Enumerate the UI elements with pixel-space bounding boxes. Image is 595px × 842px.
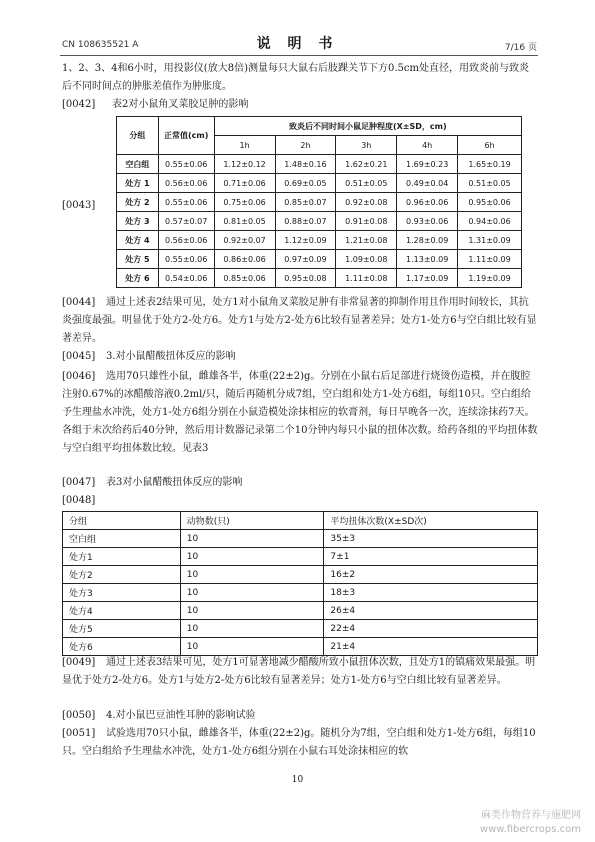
table2-header-group: 分组 [117, 117, 159, 155]
table-cell: 7±1 [324, 548, 538, 566]
table-row [117, 193, 522, 212]
table-cell: 1.11±0.08 [336, 269, 397, 288]
table-row [63, 548, 538, 566]
paragraph-tag: [0044] [62, 297, 96, 308]
table2-time-2h: 2h [275, 136, 336, 155]
paragraph-tag: [0042] [62, 99, 96, 110]
table-row [117, 231, 522, 250]
section-heading: 3.对小鼠醋酸扭体反应的影响 [106, 351, 236, 362]
table-cell: 0.97±0.09 [275, 250, 336, 269]
table-cell: 1.09±0.08 [336, 250, 397, 269]
table-cell: 0.92±0.07 [214, 231, 275, 250]
table-cell: 空白组 [63, 530, 181, 548]
header-rule [60, 55, 538, 56]
table-cell: 0.49±0.04 [397, 174, 458, 193]
watermark-line-1: 麻类作物营养与施肥网 [481, 810, 581, 821]
table-cell: 0.54±0.06 [158, 269, 214, 288]
table-cell: 0.95±0.08 [275, 269, 336, 288]
table-cell: 22±4 [324, 620, 538, 638]
table-cell: 0.51±0.05 [336, 174, 397, 193]
paragraph-0045 [62, 348, 538, 366]
table-cell: 0.88±0.07 [275, 212, 336, 231]
paragraph-tag: [0050] [62, 710, 96, 721]
table-cell: 1.12±0.09 [275, 231, 336, 250]
table-cell: 10 [180, 566, 324, 584]
table2-foot-swelling [116, 116, 522, 288]
table-cell: 0.85±0.06 [214, 269, 275, 288]
table-row [117, 250, 522, 269]
table3-writhing [62, 511, 538, 656]
table2-header-row [117, 117, 522, 136]
table-cell: 1.12±0.12 [214, 155, 275, 174]
table-cell: 0.91±0.08 [336, 212, 397, 231]
table-cell: 0.69±0.05 [275, 174, 336, 193]
table-cell: 0.71±0.06 [214, 174, 275, 193]
table-row [63, 638, 538, 656]
page-number: 10 [291, 775, 304, 785]
paragraph-text: 通过上述表2结果可见，处方1对小鼠角叉菜胶足肿有非常显著的抑制作用且作用时间较长，其抗炎强度最强。明显优于处方2-处方6。处方1与处方2-处方6比较有显著差异；处方1-处方6与空白组比较有显著差异。 [62, 297, 537, 344]
row-label: 空白组 [117, 155, 159, 174]
table-cell: 0.55±0.06 [158, 250, 214, 269]
table-row [63, 620, 538, 638]
table2-caption: 表2对小鼠角叉菜胶足肿的影响 [112, 99, 249, 110]
table-cell: 1.28±0.09 [397, 231, 458, 250]
table-cell: 0.96±0.06 [397, 193, 458, 212]
table3-header-count: 动物数(只) [180, 512, 324, 530]
table-cell: 10 [180, 620, 324, 638]
table-cell: 处方6 [63, 638, 181, 656]
table-cell: 0.81±0.05 [214, 212, 275, 231]
table2-header-normal: 正常值(cm) [158, 117, 214, 155]
table-row [63, 566, 538, 584]
paragraph-0042 [62, 96, 538, 114]
table-row [63, 602, 538, 620]
table2-time-4h: 4h [397, 136, 458, 155]
table-cell: 处方1 [63, 548, 181, 566]
table-cell: 0.56±0.06 [158, 231, 214, 250]
table-cell: 1.65±0.19 [458, 155, 522, 174]
row-label: 处方 4 [117, 231, 159, 250]
table-cell: 21±4 [324, 638, 538, 656]
row-label: 处方 2 [117, 193, 159, 212]
row-label: 处方 3 [117, 212, 159, 231]
paragraph-tag: [0051] [62, 728, 96, 739]
table2-time-3h: 3h [336, 136, 397, 155]
table-row [117, 155, 522, 174]
table2-time-6h: 6h [458, 136, 522, 155]
table-cell: 0.75±0.06 [214, 193, 275, 212]
row-label: 处方 5 [117, 250, 159, 269]
section-heading: 4.对小鼠巴豆油性耳肿的影响试验 [106, 710, 256, 721]
publication-number: CN 108635521 A [62, 40, 139, 50]
document-title: 说 明 书 [256, 36, 339, 52]
table-cell: 1.11±0.09 [458, 250, 522, 269]
table-cell: 1.17±0.09 [397, 269, 458, 288]
paragraph-0050 [62, 707, 538, 725]
paragraph-tag-0043: [0043] [62, 200, 96, 211]
paragraph-tag: [0045] [62, 351, 96, 362]
table-cell: 1.21±0.08 [336, 231, 397, 250]
paragraph-0044 [62, 294, 538, 348]
paragraph-0046 [62, 368, 538, 458]
table-row [117, 269, 522, 288]
table-row [117, 212, 522, 231]
intro-paragraph: 1、2、3、4和6小时，用投影仪(放大8倍)测量每只大鼠右后肢踝关节下方0.5cm处直径，用致炎前与致炎后不同时间点的肿胀差值作为肿胀度。 [62, 63, 529, 92]
table-cell: 1.62±0.21 [336, 155, 397, 174]
watermark [480, 809, 581, 837]
paragraph-0047 [62, 474, 538, 492]
table-cell: 10 [180, 584, 324, 602]
table-cell: 处方4 [63, 602, 181, 620]
table-cell: 0.94±0.06 [458, 212, 522, 231]
watermark-line-2: www.fibercrops.com [479, 824, 581, 835]
table-cell: 1.19±0.09 [458, 269, 522, 288]
paragraph-text: 选用70只雄性小鼠，雌雄各半，体重(22±2)g。分别在小鼠右后足部进行烧烫伤造模，并在腹腔注射0.67%的冰醋酸溶液0.2ml/只，随后再随机分成7组，空白组和处方1-处方6组，每组10只。空白组给予生理盐水冲洗，处方1-处方6组分别在小鼠造模处涂抹相应的软膏剂，每日早晚各一次，连续涂抹药7天。各组于末次给药后40分钟，然后用计数器记录第二个10分钟内每只小鼠的扭体次数。给药各组的平均扭体数与空白组平均扭体数比较。见表3 [62, 371, 538, 454]
table-cell: 18±3 [324, 584, 538, 602]
table-cell: 16±2 [324, 566, 538, 584]
table-cell: 0.55±0.06 [158, 193, 214, 212]
table-cell: 处方5 [63, 620, 181, 638]
table-cell: 0.55±0.06 [158, 155, 214, 174]
table-cell: 0.86±0.06 [214, 250, 275, 269]
table-cell: 0.85±0.07 [275, 193, 336, 212]
paragraph-tag: [0049] [62, 657, 96, 668]
table-cell: 10 [180, 602, 324, 620]
table-cell: 26±4 [324, 602, 538, 620]
table-cell: 10 [180, 638, 324, 656]
table-cell: 1.69±0.23 [397, 155, 458, 174]
row-label: 处方 1 [117, 174, 159, 193]
paragraph-0051 [62, 725, 538, 761]
paragraph-0049 [62, 654, 538, 690]
table-cell: 0.93±0.06 [397, 212, 458, 231]
table-cell: 0.92±0.08 [336, 193, 397, 212]
table3-header-row [63, 512, 538, 530]
table-cell: 处方2 [63, 566, 181, 584]
table3-header-mean: 平均扭体次数(X±SD次) [324, 512, 538, 530]
paragraph-tag-0048: [0048] [62, 495, 96, 506]
table-cell: 0.51±0.05 [458, 174, 522, 193]
table2-header-span: 致炎后不同时间小鼠足肿程度(X±SD，cm) [214, 117, 521, 136]
row-label: 处方 6 [117, 269, 159, 288]
table-cell: 1.31±0.09 [458, 231, 522, 250]
table-cell: 0.95±0.06 [458, 193, 522, 212]
table-cell: 1.48±0.16 [275, 155, 336, 174]
paragraph-tag: [0046] [62, 371, 96, 382]
table3-caption: 表3对小鼠醋酸扭体反应的影响 [106, 477, 243, 488]
paragraph-text: 通过上述表3结果可见，处方1可显著地减少醋酸所致小鼠扭体次数，且处方1的镇痛效果最强。明显优于处方2-处方6。处方1与处方2-处方6比较有显著差异；处方1-处方6与空白组比较有显著差异。 [62, 657, 536, 686]
paragraph-tag: [0047] [62, 477, 96, 488]
table2-time-1h: 1h [214, 136, 275, 155]
table-cell: 0.57±0.07 [158, 212, 214, 231]
table-row [63, 530, 538, 548]
paragraph-text: 试验选用70只小鼠，雌雄各半，体重(22±2)g。随机分为7组，空白组和处方1-处方6组，每组10只。空白组给予生理盐水冲洗，处方1-处方6组分别在小鼠右耳处涂抹相应的软 [62, 728, 536, 757]
table-cell: 0.56±0.06 [158, 174, 214, 193]
table-row [117, 174, 522, 193]
page-indicator: 7/16 页 [504, 43, 537, 53]
table-cell: 1.13±0.09 [397, 250, 458, 269]
table-cell: 35±3 [324, 530, 538, 548]
table-cell: 10 [180, 530, 324, 548]
table-row [63, 584, 538, 602]
table-cell: 处方3 [63, 584, 181, 602]
table3-header-group: 分组 [63, 512, 181, 530]
table-cell: 10 [180, 548, 324, 566]
